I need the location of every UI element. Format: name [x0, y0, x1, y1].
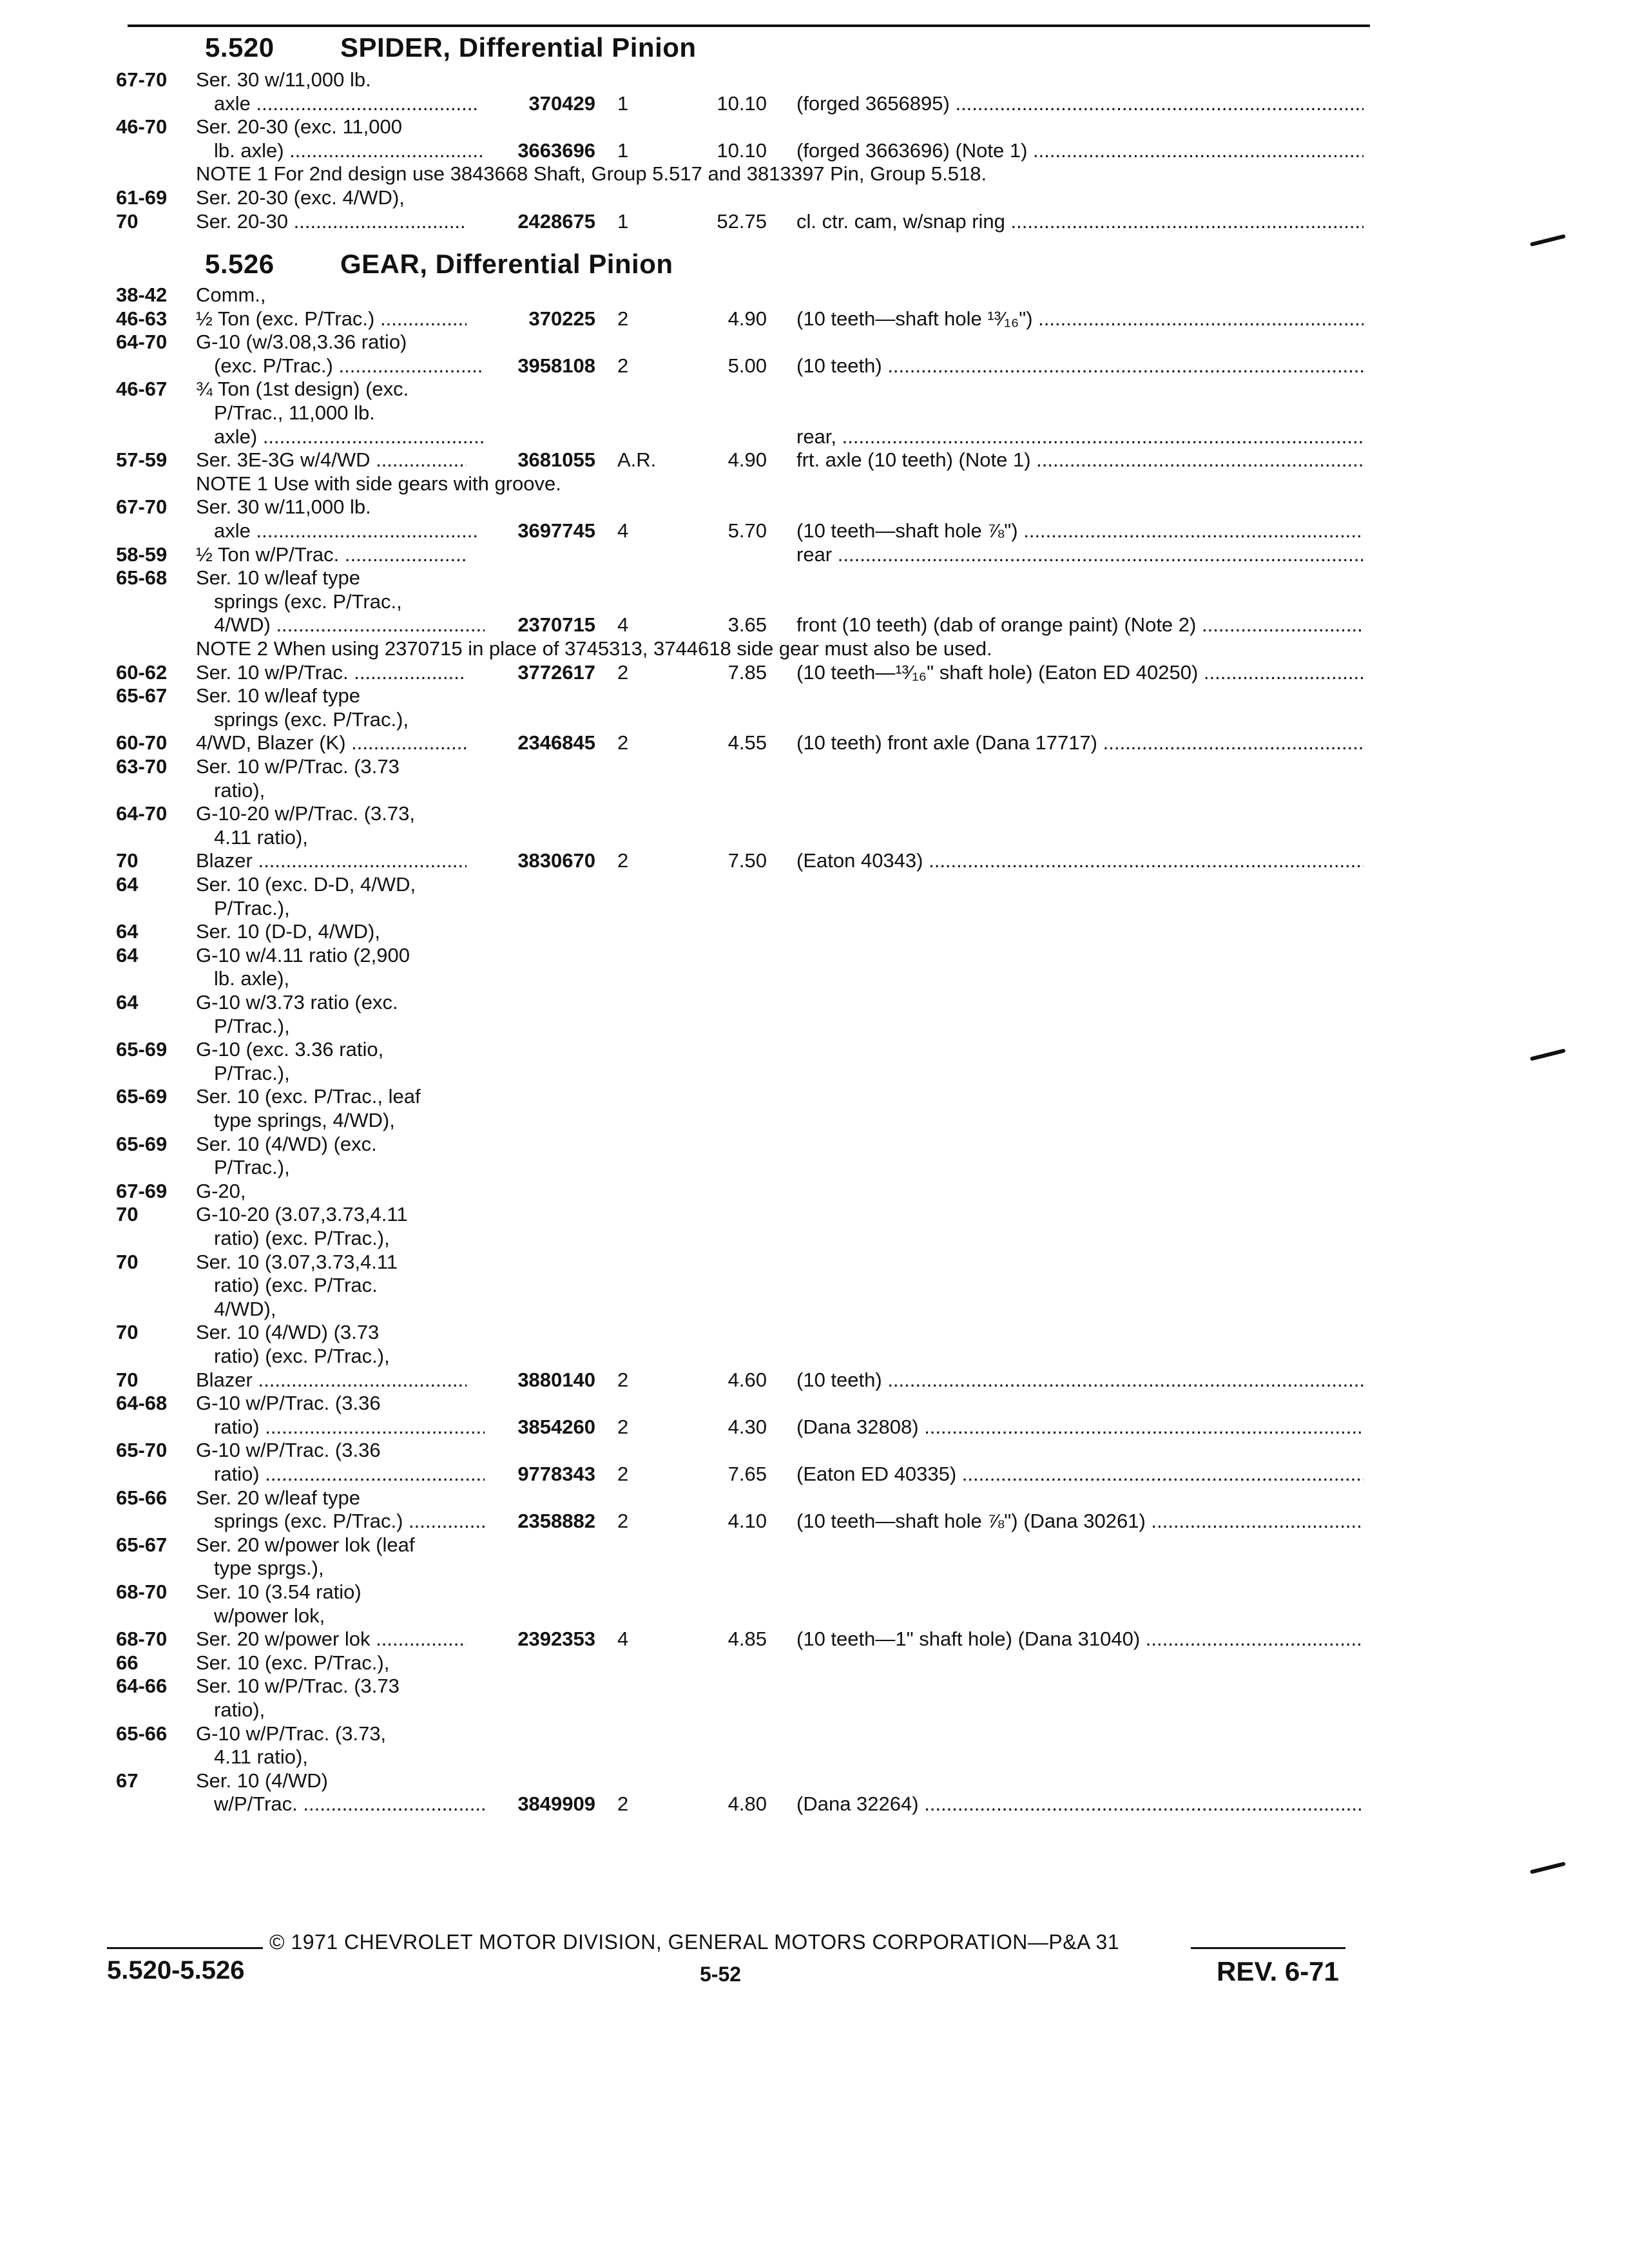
- row-part-number: 3663696: [517, 139, 595, 162]
- row-part-number: 3697745: [517, 519, 595, 542]
- row-years: 70: [116, 210, 139, 233]
- row-remarks: (forged 3656895) .....: [796, 92, 1364, 115]
- row-years: 46-70: [116, 115, 168, 138]
- table-row: [0, 566, 1629, 591]
- row-part-number: 370225: [528, 307, 595, 330]
- footer-rule-left: [107, 1947, 263, 1949]
- row-remarks: (10 teeth—1" shaft hole) (Dana 31040) .....: [796, 1628, 1364, 1651]
- table-row: [0, 68, 1629, 93]
- row-years: 46-63: [116, 307, 168, 330]
- row-description: P/Trac.),: [214, 1062, 290, 1084]
- table-row: [0, 779, 1629, 803]
- note-text: NOTE 1 Use with side gears with groove.: [196, 472, 561, 495]
- row-years: 65-70: [116, 1439, 168, 1461]
- table-row: [0, 1062, 1629, 1086]
- table-row: [0, 849, 1629, 874]
- row-description: Ser. 20-30 (exc. 11,000: [196, 115, 402, 138]
- table-row: [0, 139, 1629, 164]
- row-description: ratio) (exc. P/Trac.: [214, 1274, 378, 1296]
- row-description: Ser. 10 w/leaf type: [196, 684, 361, 707]
- row-quantity: 2: [617, 731, 629, 754]
- row-description: Comm.,: [196, 284, 266, 306]
- table-row: [0, 401, 1629, 426]
- table-row: [0, 186, 1629, 211]
- row-years: 60-70: [116, 731, 168, 754]
- row-part-number: 2392353: [517, 1628, 595, 1650]
- row-price: 4.90: [728, 448, 767, 471]
- table-row: [0, 519, 1629, 544]
- row-remarks: (Eaton 40343) .....: [796, 849, 1364, 872]
- row-quantity: 1: [617, 139, 629, 162]
- table-row: [0, 1792, 1629, 1817]
- row-years: 60-62: [116, 661, 168, 684]
- row-remarks: frt. axle (10 teeth) (Note 1) .....: [796, 448, 1364, 472]
- row-quantity: 1: [617, 92, 629, 115]
- row-part-number: 3681055: [517, 448, 595, 471]
- row-description: type sprgs.),: [214, 1557, 324, 1579]
- row-price: 4.55: [728, 731, 767, 754]
- row-price: 7.85: [728, 661, 767, 684]
- row-description: Ser. 10 (3.07,3.73,4.11: [196, 1251, 398, 1273]
- row-description: G-10 w/P/Trac. (3.36: [196, 1392, 381, 1414]
- row-price: 52.75: [717, 210, 767, 233]
- row-description: G-10 (w/3.08,3.36 ratio): [196, 331, 407, 353]
- table-row: [0, 1015, 1629, 1039]
- edge-mark-top: [1530, 234, 1566, 246]
- row-years: 38-42: [116, 284, 168, 306]
- row-remarks: cl. ctr. cam, w/snap ring .....: [796, 210, 1364, 233]
- row-years: 65-66: [116, 1486, 168, 1509]
- row-part-number: 3958108: [517, 354, 595, 377]
- row-description: G-10 w/4.11 ratio (2,900: [196, 944, 410, 966]
- table-row: [0, 1274, 1629, 1298]
- row-description: axle .....: [214, 519, 485, 543]
- row-quantity: 2: [617, 1463, 629, 1485]
- row-years: 67-70: [116, 68, 168, 91]
- row-description: P/Trac.),: [214, 897, 290, 919]
- edge-mark-bottom: [1530, 1861, 1566, 1874]
- table-row: [0, 802, 1629, 827]
- row-remarks: rear .....: [796, 543, 1364, 566]
- table-row: [0, 1133, 1629, 1157]
- row-description: ½ Ton (exc. P/Trac.) .....: [196, 307, 467, 331]
- row-quantity: 4: [617, 519, 629, 542]
- table-row: [0, 1557, 1629, 1581]
- row-price: 3.65: [728, 613, 767, 636]
- row-description: Ser. 10 (exc. D-D, 4/WD,: [196, 873, 416, 896]
- table-row: [0, 1510, 1629, 1534]
- row-years: 46-67: [116, 378, 168, 400]
- row-part-number: 2346845: [517, 731, 595, 754]
- footer-rule-right: [1191, 1947, 1345, 1949]
- row-description: Blazer .....: [196, 1369, 467, 1392]
- table-row: [0, 1651, 1629, 1676]
- row-description: Ser. 20 w/leaf type: [196, 1486, 361, 1509]
- row-years: 64-70: [116, 331, 168, 353]
- table-row: [0, 543, 1629, 568]
- table-row: [0, 873, 1629, 898]
- row-description: G-10-20 w/P/Trac. (3.73,: [196, 802, 415, 825]
- row-quantity: 2: [617, 849, 629, 872]
- table-row: [0, 284, 1629, 308]
- row-quantity: 2: [617, 661, 629, 684]
- row-price: 4.10: [728, 1510, 767, 1532]
- table-row: [0, 1416, 1629, 1440]
- table-row: [0, 1369, 1629, 1393]
- row-quantity: 2: [617, 1416, 629, 1438]
- footer-revision: REV. 6-71: [1217, 1956, 1339, 1986]
- row-remarks: (Dana 32264) .....: [796, 1792, 1364, 1816]
- table-row: [0, 1698, 1629, 1723]
- table-row: [0, 613, 1629, 638]
- table-row: [0, 1392, 1629, 1416]
- row-price: 5.00: [728, 354, 767, 377]
- row-description: P/Trac.),: [214, 1015, 290, 1037]
- row-description: Ser. 10 (4/WD) (3.73: [196, 1321, 380, 1343]
- section-number: 5.526: [205, 249, 275, 279]
- row-description: Ser. 10 w/P/Trac. (3.73: [196, 755, 400, 778]
- row-years: 65-67: [116, 1533, 168, 1556]
- note-text: NOTE 1 For 2nd design use 3843668 Shaft, Group 5.517 and 3813397 Pin, Group 5.518.: [196, 162, 987, 185]
- row-remarks: (10 teeth) front axle (Dana 17717) .....: [796, 731, 1364, 754]
- table-row: [0, 1604, 1629, 1629]
- row-description: G-20,: [196, 1180, 246, 1202]
- row-description: 4.11 ratio),: [214, 826, 308, 849]
- table-row: [0, 210, 1629, 235]
- table-row: [0, 826, 1629, 850]
- row-description: ratio) .....: [214, 1416, 485, 1439]
- row-description: G-10 w/P/Trac. (3.73,: [196, 1722, 387, 1745]
- table-row: [0, 755, 1629, 780]
- note-text: NOTE 2 When using 2370715 in place of 3745313, 3744618 side gear must also be used.: [196, 637, 992, 660]
- row-description: P/Trac., 11,000 lb.: [214, 401, 375, 424]
- row-description: Ser. 10 (3.54 ratio): [196, 1581, 361, 1603]
- row-description: w/power lok,: [214, 1604, 325, 1627]
- row-years: 65-69: [116, 1038, 168, 1061]
- row-remarks: (10 teeth) .....: [796, 354, 1364, 378]
- row-quantity: 1: [617, 210, 629, 233]
- row-description: Ser. 30 w/11,000 lb.: [196, 68, 371, 91]
- table-row: [0, 92, 1629, 117]
- row-price: 4.30: [728, 1416, 767, 1438]
- row-part-number: 370429: [528, 92, 595, 115]
- table-row: [0, 1533, 1629, 1558]
- row-years: 70: [116, 1251, 139, 1273]
- row-years: 68-70: [116, 1581, 168, 1603]
- row-price: 4.85: [728, 1628, 767, 1650]
- row-description: Ser. 10 (4/WD): [196, 1769, 328, 1792]
- row-description: Ser. 20-30 (exc. 4/WD),: [196, 186, 405, 209]
- table-row: [0, 307, 1629, 332]
- row-years: 63-70: [116, 755, 168, 778]
- row-quantity: 2: [617, 307, 629, 330]
- row-description: ratio),: [214, 779, 265, 802]
- row-part-number: 3880140: [517, 1369, 595, 1391]
- row-quantity: A.R.: [617, 448, 657, 471]
- row-price: 10.10: [717, 139, 767, 162]
- row-part-number: 3772617: [517, 661, 595, 684]
- row-price: 7.65: [728, 1463, 767, 1485]
- row-years: 70: [116, 1203, 139, 1225]
- row-remarks: (10 teeth—shaft hole ⅞") .....: [796, 519, 1364, 543]
- row-years: 70: [116, 849, 139, 872]
- table-row: [0, 1745, 1629, 1770]
- table-row: [0, 897, 1629, 921]
- row-description: w/P/Trac. .....: [214, 1792, 485, 1816]
- row-quantity: 2: [617, 1369, 629, 1391]
- table-row: [0, 1463, 1629, 1487]
- row-description: springs (exc. P/Trac.),: [214, 708, 409, 731]
- row-description: ratio) (exc. P/Trac.),: [214, 1345, 390, 1367]
- table-row: [0, 1251, 1629, 1275]
- row-description: 4.11 ratio),: [214, 1745, 308, 1768]
- row-years: 64: [116, 920, 139, 943]
- row-description: G-10 w/3.73 ratio (exc.: [196, 991, 398, 1014]
- row-years: 68-70: [116, 1628, 168, 1650]
- row-description: type springs, 4/WD),: [214, 1109, 395, 1131]
- row-quantity: 4: [617, 613, 629, 636]
- table-row: [0, 1722, 1629, 1747]
- row-description: ratio) .....: [214, 1463, 485, 1486]
- row-years: 64: [116, 873, 139, 896]
- row-remarks: front (10 teeth) (dab of orange paint) (Note 2) .....: [796, 613, 1364, 637]
- table-row: [0, 1769, 1629, 1794]
- table-row: [0, 944, 1629, 968]
- section-title: SPIDER, Differential Pinion: [340, 32, 697, 62]
- table-row: [0, 354, 1629, 379]
- row-price: 10.10: [717, 92, 767, 115]
- table-row: [0, 115, 1629, 140]
- row-price: 4.90: [728, 307, 767, 330]
- row-years: 67-69: [116, 1180, 168, 1202]
- row-years: 67-70: [116, 495, 168, 518]
- row-description: Ser. 10 (exc. P/Trac., leaf: [196, 1085, 421, 1108]
- row-remarks: (Eaton ED 40335) .....: [796, 1463, 1364, 1486]
- section-heading: [205, 249, 673, 280]
- table-row: [0, 1180, 1629, 1204]
- top-rule: [128, 24, 1370, 27]
- table-row: [0, 378, 1629, 402]
- table-row: [0, 920, 1629, 945]
- row-description: Blazer .....: [196, 849, 467, 872]
- table-row: [0, 1298, 1629, 1322]
- table-row: [0, 495, 1629, 520]
- row-years: 65-66: [116, 1722, 168, 1745]
- table-row: [0, 1109, 1629, 1133]
- row-remarks: rear, .....: [796, 425, 1364, 448]
- row-description: 4/WD, Blazer (K) .....: [196, 731, 467, 754]
- table-row: [0, 1486, 1629, 1511]
- row-years: 65-69: [116, 1133, 168, 1155]
- row-years: 64-66: [116, 1675, 168, 1697]
- row-description: Ser. 10 (exc. P/Trac.),: [196, 1651, 390, 1674]
- row-description: ¾ Ton (1st design) (exc.: [196, 378, 409, 400]
- row-description: ratio),: [214, 1698, 265, 1721]
- row-description: Ser. 20-30 .....: [196, 210, 467, 233]
- table-row: [0, 1628, 1629, 1652]
- row-years: 66: [116, 1651, 139, 1674]
- table-row: [0, 731, 1629, 756]
- table-row: [0, 684, 1629, 709]
- row-description: G-10-20 (3.07,3.73,4.11: [196, 1203, 408, 1225]
- row-quantity: 4: [617, 1628, 629, 1650]
- row-description: Ser. 20 w/power lok (leaf: [196, 1533, 415, 1556]
- row-years: 64: [116, 944, 139, 966]
- note-row: [0, 472, 1629, 497]
- row-description: P/Trac.),: [214, 1156, 290, 1178]
- row-description: ratio) (exc. P/Trac.),: [214, 1227, 390, 1249]
- table-row: [0, 448, 1629, 473]
- row-part-number: 2370715: [517, 613, 595, 636]
- row-remarks: (Dana 32808) .....: [796, 1416, 1364, 1439]
- row-description: ½ Ton w/P/Trac. .....: [196, 543, 467, 566]
- row-description: G-10 (exc. 3.36 ratio,: [196, 1038, 384, 1061]
- row-remarks: (10 teeth—shaft hole ⅞") (Dana 30261) .....: [796, 1510, 1364, 1533]
- footer-page-number: 5-52: [700, 1963, 742, 1986]
- table-row: [0, 1038, 1629, 1062]
- table-row: [0, 1156, 1629, 1180]
- table-row: [0, 708, 1629, 733]
- row-years: 65-68: [116, 566, 168, 589]
- row-description: axle) .....: [214, 425, 485, 448]
- row-description: G-10 w/P/Trac. (3.36: [196, 1439, 381, 1461]
- table-row: [0, 1085, 1629, 1110]
- table-row: [0, 590, 1629, 615]
- row-remarks: (10 teeth—¹³⁄₁₆" shaft hole) (Eaton ED 40250) .....: [796, 661, 1364, 684]
- section-number: 5.520: [205, 32, 275, 62]
- row-years: 65-69: [116, 1085, 168, 1108]
- row-remarks: (10 teeth—shaft hole ¹³⁄₁₆") .....: [796, 307, 1364, 331]
- table-row: [0, 1203, 1629, 1227]
- table-row: [0, 1581, 1629, 1605]
- row-description: 4/WD) .....: [214, 613, 485, 637]
- row-description: springs (exc. P/Trac.) .....: [214, 1510, 485, 1533]
- row-description: (exc. P/Trac.) .....: [214, 354, 485, 378]
- row-price: 4.80: [728, 1792, 767, 1815]
- row-description: lb. axle) .....: [214, 139, 485, 162]
- footer-group-range: 5.520-5.526: [107, 1956, 245, 1984]
- row-part-number: 2358882: [517, 1510, 595, 1532]
- note-row: [0, 637, 1629, 662]
- row-years: 57-59: [116, 448, 168, 471]
- table-row: [0, 1227, 1629, 1251]
- row-description: Ser. 10 w/leaf type: [196, 566, 361, 589]
- row-years: 61-69: [116, 186, 168, 209]
- section-heading: [205, 32, 697, 63]
- row-description: Ser. 30 w/11,000 lb.: [196, 495, 371, 518]
- table-row: [0, 991, 1629, 1015]
- row-quantity: 2: [617, 1792, 629, 1815]
- row-quantity: 2: [617, 1510, 629, 1532]
- row-part-number: 2428675: [517, 210, 595, 233]
- table-row: [0, 661, 1629, 686]
- table-row: [0, 331, 1629, 355]
- row-description: axle .....: [214, 92, 485, 115]
- table-row: [0, 1675, 1629, 1699]
- table-row: [0, 1321, 1629, 1345]
- row-years: 58-59: [116, 543, 168, 566]
- row-years: 65-67: [116, 684, 168, 707]
- row-part-number: 9778343: [517, 1463, 595, 1485]
- row-description: Ser. 10 w/P/Trac. .....: [196, 661, 467, 684]
- footer-copyright: © 1971 CHEVROLET MOTOR DIVISION, GENERAL MOTORS CORPORATION—P&A 31: [269, 1930, 1120, 1954]
- row-years: 64-70: [116, 802, 168, 825]
- row-price: 7.50: [728, 849, 767, 872]
- row-years: 64: [116, 991, 139, 1014]
- row-description: Ser. 10 (4/WD) (exc.: [196, 1133, 377, 1155]
- note-row: [0, 162, 1629, 187]
- row-description: Ser. 10 w/P/Trac. (3.73: [196, 1675, 400, 1697]
- section-title: GEAR, Differential Pinion: [340, 249, 673, 279]
- row-description: 4/WD),: [214, 1298, 276, 1320]
- table-row: [0, 1439, 1629, 1463]
- row-remarks: (forged 3663696) (Note 1) .....: [796, 139, 1364, 162]
- row-price: 4.60: [728, 1369, 767, 1391]
- row-description: lb. axle),: [214, 967, 290, 990]
- row-description: Ser. 10 (D-D, 4/WD),: [196, 920, 380, 943]
- row-price: 5.70: [728, 519, 767, 542]
- row-remarks: (10 teeth) .....: [796, 1369, 1364, 1392]
- table-row: [0, 1345, 1629, 1369]
- row-description: Ser. 20 w/power lok .....: [196, 1628, 467, 1651]
- row-years: 70: [116, 1369, 139, 1391]
- row-years: 70: [116, 1321, 139, 1343]
- row-description: Ser. 3E-3G w/4/WD .....: [196, 448, 467, 472]
- row-description: springs (exc. P/Trac.,: [214, 590, 402, 613]
- row-part-number: 3849909: [517, 1792, 595, 1815]
- table-row: [0, 425, 1629, 450]
- row-quantity: 2: [617, 354, 629, 377]
- row-part-number: 3854260: [517, 1416, 595, 1438]
- table-row: [0, 967, 1629, 992]
- row-years: 64-68: [116, 1392, 168, 1414]
- row-years: 67: [116, 1769, 139, 1792]
- row-part-number: 3830670: [517, 849, 595, 872]
